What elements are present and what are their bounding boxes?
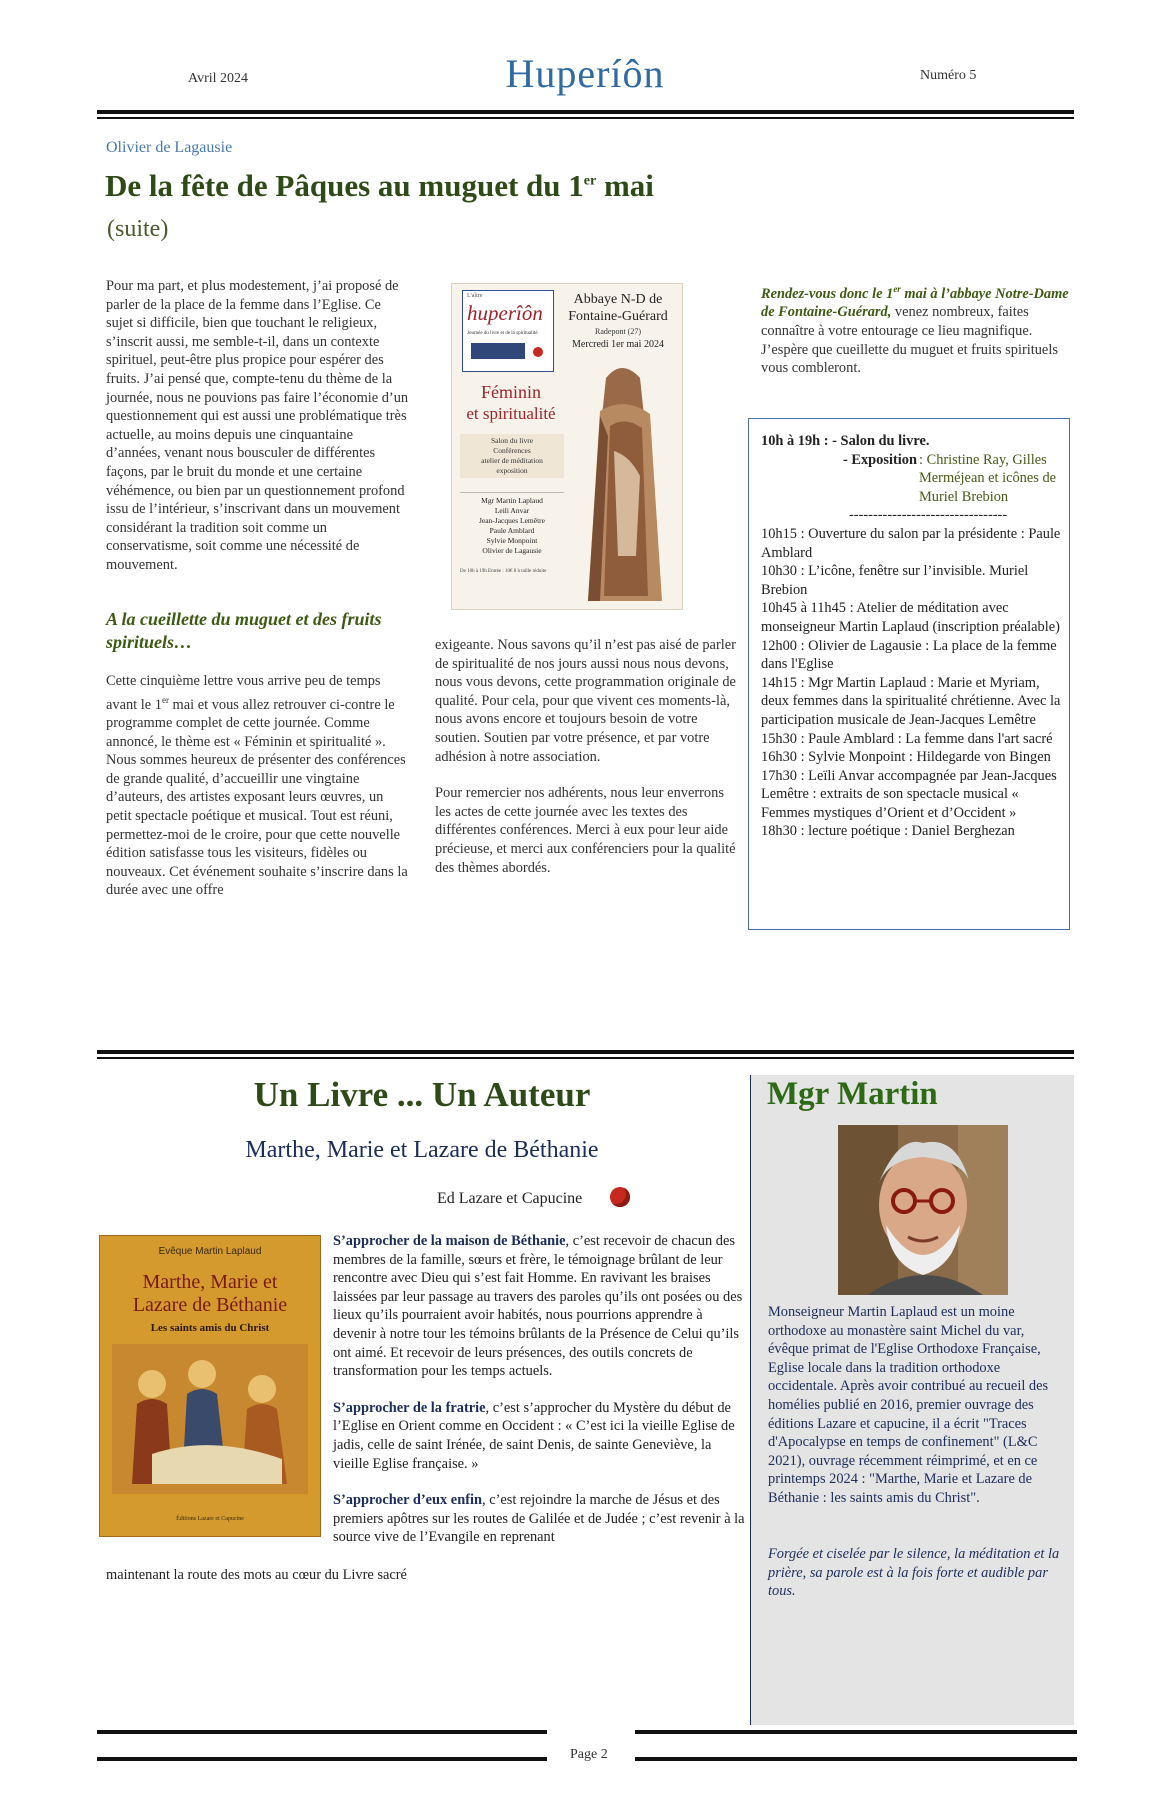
col1-subheading: A la cueillette du muguet et des fruits spirituels… — [106, 609, 382, 652]
column-3-intro — [761, 280, 1073, 378]
book-cover-image — [99, 1235, 321, 1537]
cover-title-2: Lazare de Béthanie — [132, 1294, 288, 1316]
column-2 — [435, 636, 737, 877]
poster-events: Salon du livre Conférences atelier de méditation exposition — [460, 434, 564, 478]
poster-abbey-icon — [471, 343, 525, 359]
cover-subtitle: Les saints amis du Christ — [150, 1322, 270, 1334]
article-author: Olivier de Lagausie — [106, 139, 233, 156]
schedule-item: 17h30 : Leïli Anvar accompagnée par Jean-Jacques Lemêtre : extraits de son spectacle musical « Femmes mystiques d’Orient et d’Occident » — [761, 767, 1057, 821]
footer-rule-right-bottom — [635, 1757, 1077, 1761]
page-number: Page 2 — [570, 1747, 608, 1762]
footer-rule-left-top — [97, 1730, 547, 1734]
book-paragraph-3: S’approcher d’eux enfin, c’est rejoindre la marche de Jésus et des premiers apôtres sur les routes de Galilée et de Judée ; c’est revenir à la source vive de l’Evangile en reprenant — [333, 1492, 745, 1546]
column-1-continued — [106, 672, 409, 900]
book-text — [333, 1232, 745, 1547]
schedule-item: 14h15 : Mgr Martin Laplaud : Marie et Myriam, deux femmes dans la spiritualité chrétienne. Avec la participation musicale de Jean-Jacques Lemêtre — [761, 674, 1061, 728]
poster-logo-small: L'aître — [467, 293, 483, 299]
poster-title-2: Fontaine-Guérard — [568, 309, 668, 324]
schedule-exposition-names: : Christine Ray, Gilles Merméjean et icônes de Muriel Brebion — [919, 451, 1057, 505]
poster-theme-2: et spiritualité — [466, 404, 556, 423]
article-subtitle: (suite) — [107, 216, 169, 242]
col1-paragraph-2: Cette cinquième lettre vous arrive peu de temps avant le 1er mai et vous allez retrouver ci-contre le programme complet de cette journée. Comme annoncé, le thème est « Féminin et spiritualité ». Nous sommes heureux de présenter des conférences de grande qualité, d’accueillir une vingtaine d’auteurs, des artistes exposant leurs œuvres, un petit spectacle poétique et musical. Tout est réuni, permettez-moi de le croire, pour que cette nouvelle édition satisfasse tous les visiteurs, fidèles ou nouveaux. Cet événement souhaite s’inscrire dans la durée avec une offre — [106, 673, 408, 899]
poster-logo: huperîôn — [467, 301, 543, 325]
schedule-item: 10h45 à 11h45 : Atelier de méditation avec monseigneur Martin Laplaud (inscription préalable) — [761, 600, 1060, 635]
section-rule-thin — [97, 1057, 1074, 1059]
schedule-item: 15h30 : Paule Amblard : La femme dans l'art sacré — [761, 730, 1053, 747]
madonna-statue-image — [570, 356, 680, 606]
poster-place: Radepont (27) — [595, 327, 641, 336]
col1-paragraph-1: Pour ma part, et plus modestement, j’ai proposé de parler de la place de la femme dans l’Eglise. Ce sujet si difficile, bien que touchant le religieux, s’inscrit aussi, me semble-t-il, dans un contexte spirituel, peut-être plus propice pour espérer des fruits. J’ai pensé que, compte-tenu du thème de la journée, nous ne pouvions pas faire l’économie d’un questionnement qui est aussi une problématique très actuelle, au moins depuis une cinquantaine d’années, venant nous bousculer de différentes façons, par le bruit du monde et une certaine véhémence, ou bien par un questionnement profond issu de l’intérieur, s’inscrivant dans un mouvement considérant la tradition soit comme un conservatisme, soit comme une nécessité de mouvement. — [106, 278, 409, 573]
schedule-item: 12h00 : Olivier de Lagausie : La place de la femme dans l'Eglise — [761, 637, 1057, 673]
book-paragraph-3-end: maintenant la route des mots au cœur du Livre sacré — [106, 1567, 407, 1583]
footer-rule-right-top — [635, 1730, 1077, 1734]
book-title: Marthe, Marie et Lazare de Béthanie — [245, 1137, 599, 1163]
poster-logo-box — [462, 290, 554, 372]
schedule-salon: 10h à 19h : - Salon du livre. — [761, 433, 930, 449]
section-rule-thick — [97, 1050, 1074, 1054]
book-section-heading: Un Livre ... Un Auteur — [253, 1075, 591, 1114]
author-name: Mgr Martin — [767, 1076, 938, 1112]
book-paragraph-1: S’approcher de la maison de Béthanie, c’est recevoir de chacun des membres de la famille, sœurs et frère, le témoignage brûlant de leur rencontre avec Dieu qui s’est fait Homme. En ravivant les braises laissées par leur passage au travers des paroles qu’ils ont posées ou des lieux qu’ils pourraient avoir habités, nous pourrions apprendre à devenir à notre tour les témoins brûlants de la Présence de Celui qu’ils ont aimé. Et recevoir de leurs présences, des outils concrets de transformation pour les temps actuels. — [333, 1233, 743, 1380]
col3-intro: Rendez-vous donc le 1er mai à l’abbaye Notre-Dame de Fontaine-Guérard, venez nombreux, faites connaître à votre entourage ce lieu magnifique. J’espère que cueillette du muguet et fruits spirituels vous combleront. — [761, 284, 1069, 377]
schedule-item: 16h30 : Sylvie Monpoint : Hildegarde von Bingen — [761, 749, 1051, 766]
schedule-separator: --------------------------------- — [849, 507, 1008, 524]
issue-number: Numéro 5 — [920, 68, 977, 83]
event-poster — [451, 283, 683, 610]
poster-rose-icon — [533, 347, 543, 357]
poster-date: Mercredi 1er mai 2024 — [572, 339, 664, 350]
poster-speakers: Mgr Martin Laplaud Leili Anvar Jean-Jacques Lemêtre Paule Amblard Sylvie Monpoint Olivier de Lagausie — [460, 492, 564, 556]
schedule-item: 18h30 : lecture poétique : Daniel Berghezan — [761, 823, 1015, 840]
rose-icon — [610, 1187, 630, 1207]
book-paragraph-2: S’approcher de la fratrie, c’est s’approcher du Mystère du début de l’Eglise en Orient comme en Occident : « C’est ici la vieille Eglise de jadis, celle de saint Irénée, de saint Denis, de sainte Geneviève, la vieille Eglise française. » — [333, 1399, 735, 1472]
issue-date: Avril 2024 — [188, 71, 249, 86]
schedule-box — [748, 418, 1070, 930]
footer-rule-left-bottom — [97, 1757, 547, 1761]
column-1 — [106, 277, 409, 575]
author-bio: Monseigneur Martin Laplaud est un moine orthodoxe au monastère saint Michel du var, évêque primat de l'Eglise Orthodoxe Française, Eglise locale dans la tradition orthodoxe occidentale. Après avoir contribué au recueil des homélies publié en 2016, premier ouvrage des éditions Lazare et capucine, il a écrit "Traces d'Apocalypse en temps de confinement" (L&C 2021), ouvrage récemment réimprimé, et en ce printemps 2024 : "Marthe, Marie et Lazare de Béthanie : les saints amis du Christ". — [768, 1304, 1049, 1506]
author-portrait — [838, 1125, 1008, 1295]
cover-title-1: Marthe, Marie et — [142, 1271, 278, 1293]
poster-logo-subtitle: Journée du livre et de la spiritualité — [467, 331, 538, 336]
cover-icon-painting — [112, 1344, 308, 1494]
article-title: De la fête de Pâques au muguet du 1er mai — [105, 168, 654, 203]
col2-paragraph-2: Pour remercier nos adhérents, nous leur enverrons les actes de cette journée avec les textes des différentes conférences. Merci à eux pour leur aide précieuse, et merci aux conférenciers pour la qualité des thèmes abordés. — [435, 785, 736, 876]
cover-author: Evêque Martin Laplaud — [158, 1246, 262, 1257]
book-publisher: Ed Lazare et Capucine — [437, 1190, 583, 1207]
author-quote: Forgée et ciselée par le silence, la méditation et la prière, sa parole est à la fois forte et audible par tous. — [768, 1546, 1060, 1600]
header-rule-thick — [97, 110, 1074, 114]
poster-title-1: Abbaye N-D de — [573, 292, 663, 307]
schedule-item: 10h15 : Ouverture du salon par la présidente : Paule Amblard — [761, 525, 1061, 561]
col2-paragraph-1: exigeante. Nous savons qu’il n’est pas aisé de parler de spiritualité de nos jours aussi nous nous devons, nous vous devons, cette programmation originale de qualité. Pour cela, pour que vivent ces moments-là, nous avons encore et toujours besoin de votre soutien. Soutien par votre présence, et par votre adhésion à notre association. — [435, 637, 736, 765]
schedule-exposition: - Exposition — [843, 451, 917, 468]
cover-publisher: Éditions Lazare et Capucine — [176, 1516, 244, 1522]
schedule-item: 10h30 : L’icône, fenêtre sur l’invisible. Muriel Brebion — [761, 563, 1029, 598]
header-rule-thin — [97, 117, 1074, 119]
poster-footer: De 10h à 19h Entrée : 10€ 8 h taille réduite — [460, 569, 547, 574]
masthead-title: Huperíôn — [505, 51, 665, 96]
poster-theme-1: Féminin — [480, 382, 541, 402]
